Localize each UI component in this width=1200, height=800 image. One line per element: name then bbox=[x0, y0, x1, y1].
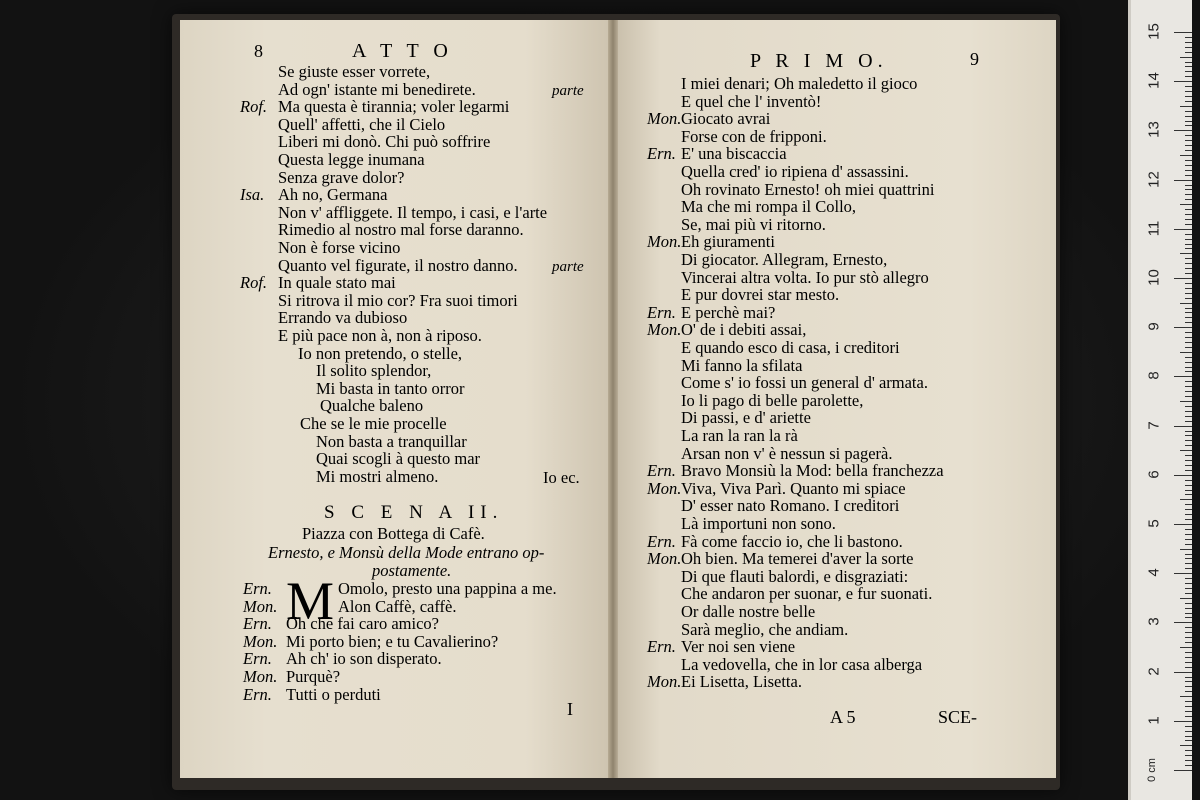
speaker-label: Isa. bbox=[240, 185, 265, 205]
ruler-tick bbox=[1185, 603, 1192, 604]
ruler-tick bbox=[1174, 376, 1192, 377]
verse-line: Quella cred' io ripiena d' assassini. bbox=[681, 162, 909, 181]
drop-cap: M bbox=[286, 571, 335, 631]
speaker-label: Mon. bbox=[647, 320, 682, 340]
ruler-tick bbox=[1180, 549, 1192, 550]
ruler-tick bbox=[1185, 568, 1192, 569]
ruler-tick bbox=[1180, 647, 1192, 648]
ruler-tick bbox=[1185, 52, 1192, 53]
dialogue-line: Mi porto bien; e tu Cavalierino? bbox=[286, 631, 499, 651]
ruler-number: 4 bbox=[1145, 568, 1163, 577]
verse-line: Quanto vel figurate, il nostro danno. bbox=[278, 255, 518, 275]
verse-line: Eh giuramenti bbox=[681, 232, 775, 252]
signature-mark-right: A 5 bbox=[830, 707, 856, 727]
verse-line: E quando esco di casa, i creditori bbox=[681, 338, 900, 357]
verse-line: Ma questa è tirannia; voler legarmi bbox=[278, 97, 510, 117]
ruler-tick bbox=[1180, 696, 1192, 697]
speaker-label: Mon. bbox=[243, 667, 278, 686]
verse-line: Mi fanno la sfilata bbox=[681, 355, 803, 375]
ruler-tick bbox=[1185, 244, 1192, 245]
ruler-tick bbox=[1185, 145, 1192, 146]
ruler-tick bbox=[1185, 165, 1192, 166]
ruler-tick bbox=[1185, 96, 1192, 97]
ruler-tick bbox=[1185, 125, 1192, 126]
ruler-number: 8 bbox=[1145, 371, 1163, 381]
speaker-label: Mon. bbox=[647, 232, 682, 252]
ruler-tick bbox=[1185, 371, 1192, 372]
ruler-tick bbox=[1180, 745, 1192, 746]
speaker-label: Rof. bbox=[240, 273, 268, 293]
ruler-tick bbox=[1185, 209, 1192, 210]
speaker-label: Mon. bbox=[647, 109, 682, 129]
verse-line: Non è forse vicino bbox=[278, 238, 401, 257]
verse-line: Di giocator. Allegram, Ernesto, bbox=[681, 250, 888, 269]
ruler-number: 13 bbox=[1145, 121, 1163, 139]
ruler-number: 9 bbox=[1145, 322, 1163, 331]
speaker-label: Mon. bbox=[647, 672, 682, 692]
ruler-tick bbox=[1185, 121, 1192, 122]
ruler-tick bbox=[1185, 367, 1192, 368]
ruler-tick bbox=[1185, 66, 1192, 67]
stage-direction: Io ec. bbox=[543, 467, 580, 487]
ruler-tick bbox=[1180, 106, 1192, 107]
ruler-tick bbox=[1180, 401, 1192, 402]
verse-line: Se giuste esser vorrete, bbox=[278, 62, 431, 81]
ruler-tick bbox=[1174, 524, 1192, 525]
ruler-tick bbox=[1185, 332, 1192, 333]
ruler-tick bbox=[1174, 130, 1192, 131]
speaker-label: Mon. bbox=[647, 478, 682, 498]
ruler-tick bbox=[1180, 155, 1192, 156]
ruler-tick bbox=[1185, 504, 1192, 505]
ruler-tick bbox=[1174, 573, 1192, 574]
ruler-tick bbox=[1185, 642, 1192, 643]
ruler-tick bbox=[1185, 485, 1192, 486]
ruler-tick bbox=[1185, 691, 1192, 692]
ruler-number: 15 bbox=[1145, 23, 1163, 40]
ruler-tick bbox=[1174, 81, 1192, 82]
ruler-tick bbox=[1185, 214, 1192, 215]
verse-line: Io li pago di belle parolette, bbox=[681, 390, 864, 410]
ruler-tick bbox=[1185, 435, 1192, 436]
ruler-tick bbox=[1185, 593, 1192, 594]
ruler-tick bbox=[1185, 199, 1192, 200]
speaker-label: Mon. bbox=[647, 549, 682, 569]
verse-line: Non basta a tranquillar bbox=[316, 431, 467, 451]
ruler-tick bbox=[1185, 386, 1192, 387]
ruler-tick bbox=[1185, 632, 1192, 633]
ruler-tick bbox=[1180, 499, 1192, 500]
ruler-tick bbox=[1174, 475, 1192, 476]
ruler-tick bbox=[1185, 342, 1192, 343]
verse-line: Fà come faccio io, che li bastono. bbox=[681, 531, 903, 551]
verse-line: Che andaron per suonar, e fur suonati. bbox=[681, 584, 933, 604]
verse-line: Bravo Monsiù la Mod: bella franchezza bbox=[681, 461, 944, 481]
ruler-tick bbox=[1185, 755, 1192, 756]
ruler-tick bbox=[1185, 740, 1192, 741]
ruler-tick bbox=[1185, 490, 1192, 491]
ruler-tick bbox=[1185, 111, 1192, 112]
verse-line: Io non pretendo, o stelle, bbox=[298, 343, 463, 363]
dialogue-line: Omolo, presto una pappina a me. bbox=[338, 579, 557, 598]
speaker-label: Ern. bbox=[647, 637, 676, 657]
speaker-label: Ern. bbox=[243, 649, 272, 669]
page-number-left: 8 bbox=[254, 41, 263, 61]
dialogue-line: Oh che fai caro amico? bbox=[286, 614, 439, 634]
verse-line: Giocato avrai bbox=[681, 109, 771, 129]
ruler-tick bbox=[1185, 534, 1192, 535]
verse-line: Di passi, e d' ariette bbox=[681, 408, 811, 428]
ruler-tick bbox=[1185, 617, 1192, 618]
ruler-tick bbox=[1185, 47, 1192, 48]
verse-line: Ma che mi rompa il Collo, bbox=[681, 197, 857, 217]
verse-line: Come s' io fossi un general d' armata. bbox=[681, 373, 928, 393]
verse-line: Quell' affetti, che il Cielo bbox=[278, 114, 446, 134]
ruler-tick bbox=[1185, 175, 1192, 176]
ruler-number: 14 bbox=[1145, 72, 1163, 90]
ruler-tick bbox=[1185, 652, 1192, 653]
scene-setting: Piazza con Bottega di Cafè. bbox=[302, 524, 485, 543]
ruler-number: 2 bbox=[1145, 666, 1163, 676]
ruler-tick bbox=[1185, 91, 1192, 92]
verse-line: Oh rovinato Ernesto! oh miei quattrini bbox=[681, 179, 935, 199]
verse-line: Liberi mi donò. Chi può soffrire bbox=[278, 132, 491, 152]
verse-line: Arsan non v' è nessun si pagerà. bbox=[681, 443, 893, 463]
speaker-label: Ern. bbox=[647, 144, 676, 164]
ruler-tick bbox=[1174, 229, 1192, 230]
verse-line: E' una biscaccia bbox=[681, 144, 787, 164]
speaker-label: Rof. bbox=[240, 97, 268, 117]
ruler-tick bbox=[1185, 357, 1192, 358]
ruler-tick bbox=[1185, 140, 1192, 141]
ruler-tick bbox=[1185, 613, 1192, 614]
verse-line: Ah no, Germana bbox=[278, 185, 388, 205]
dialogue-line: Alon Caffè, caffè. bbox=[338, 596, 457, 616]
ruler-unit-label: 0 cm bbox=[1145, 758, 1158, 782]
ruler-tick bbox=[1185, 519, 1192, 520]
page-number-right: 9 bbox=[970, 49, 979, 69]
ruler-tick bbox=[1185, 440, 1192, 441]
ruler-tick bbox=[1180, 303, 1192, 304]
verse-line: Ei Lisetta, Lisetta. bbox=[681, 672, 802, 692]
verse-line: Se, mai più vi ritorno. bbox=[681, 214, 826, 234]
verse-line: La vedovella, che in lor casa alberga bbox=[681, 654, 923, 674]
ruler-tick bbox=[1185, 258, 1192, 259]
ruler-number: 5 bbox=[1145, 519, 1163, 528]
ruler-tick bbox=[1185, 529, 1192, 530]
verse-line: E pur dovrei star mesto. bbox=[681, 285, 840, 305]
ruler-tick bbox=[1185, 760, 1192, 761]
ruler-tick bbox=[1185, 544, 1192, 545]
ruler-tick bbox=[1185, 716, 1192, 717]
ruler-tick bbox=[1185, 194, 1192, 195]
ruler-tick bbox=[1185, 608, 1192, 609]
ruler-tick bbox=[1185, 170, 1192, 171]
ruler-tick bbox=[1185, 750, 1192, 751]
ruler-tick bbox=[1180, 253, 1192, 254]
verse-line: Forse con de fripponi. bbox=[681, 126, 827, 146]
ruler-tick bbox=[1185, 480, 1192, 481]
scene-heading: S C E N A II. bbox=[324, 502, 504, 523]
measuring-ruler bbox=[1128, 0, 1192, 800]
ruler-tick bbox=[1185, 391, 1192, 392]
ruler-number: 7 bbox=[1145, 420, 1163, 430]
verse-line: E più pace non à, non à riposo. bbox=[278, 326, 482, 345]
ruler-tick bbox=[1185, 116, 1192, 117]
catchword: SCE- bbox=[938, 707, 978, 727]
ruler-tick bbox=[1185, 337, 1192, 338]
stage-direction: parte bbox=[552, 258, 584, 275]
ruler-tick bbox=[1185, 62, 1192, 63]
ruler-tick bbox=[1185, 150, 1192, 151]
ruler-tick bbox=[1185, 381, 1192, 382]
ruler-tick bbox=[1174, 327, 1192, 328]
verse-line: I miei denari; Oh maledetto il gioco bbox=[681, 74, 918, 93]
speaker-label: Ern. bbox=[243, 684, 272, 704]
verse-line: Vincerai altra volta. Io pur stò allegro bbox=[681, 267, 929, 287]
ruler-tick bbox=[1185, 662, 1192, 663]
ruler-tick bbox=[1185, 101, 1192, 102]
verse-line: Mi mostri almeno. bbox=[316, 466, 439, 486]
ruler-tick bbox=[1185, 455, 1192, 456]
ruler-tick bbox=[1185, 563, 1192, 564]
ruler-tick bbox=[1185, 711, 1192, 712]
ruler-tick bbox=[1185, 539, 1192, 540]
verse-line: Ad ogn' istante mi benedirete. bbox=[278, 79, 476, 99]
ruler-tick bbox=[1185, 406, 1192, 407]
ruler-tick bbox=[1174, 770, 1192, 771]
ruler-number: 12 bbox=[1145, 170, 1163, 188]
ruler-tick bbox=[1185, 765, 1192, 766]
dialogue-line: Tutti o perduti bbox=[286, 684, 381, 704]
ruler-tick bbox=[1185, 637, 1192, 638]
ruler-tick bbox=[1185, 583, 1192, 584]
ruler-tick bbox=[1174, 721, 1192, 722]
verse-line: Si ritrova il mio cor? Fra suoi timori bbox=[278, 290, 518, 310]
verse-line: Che se le mie procelle bbox=[300, 414, 447, 433]
ruler-tick bbox=[1185, 706, 1192, 707]
ruler-number: 1 bbox=[1145, 716, 1163, 725]
ruler-tick bbox=[1185, 588, 1192, 589]
ruler-tick bbox=[1185, 465, 1192, 466]
ruler-number: 11 bbox=[1145, 220, 1163, 237]
verse-line: Or dalle nostre belle bbox=[681, 602, 816, 621]
ruler-tick bbox=[1185, 248, 1192, 249]
ruler-tick bbox=[1185, 185, 1192, 186]
verse-line: In quale stato mai bbox=[278, 273, 396, 293]
verse-line: Il solito splendor, bbox=[316, 361, 432, 381]
ruler-tick bbox=[1185, 460, 1192, 461]
ruler-tick bbox=[1185, 627, 1192, 628]
verse-line: Viva, Viva Parì. Quanto mi spiace bbox=[681, 478, 906, 498]
ruler-tick bbox=[1185, 86, 1192, 87]
ruler-tick bbox=[1185, 42, 1192, 43]
ruler-tick bbox=[1185, 657, 1192, 658]
verse-line: Ver noi sen viene bbox=[681, 637, 796, 657]
ruler-tick bbox=[1185, 273, 1192, 274]
ruler-tick bbox=[1185, 731, 1192, 732]
ruler-tick bbox=[1185, 736, 1192, 737]
dialogue-line: Ah ch' io son disperato. bbox=[286, 649, 442, 669]
speaker-label: Ern. bbox=[647, 302, 676, 322]
ruler-tick bbox=[1185, 234, 1192, 235]
speaker-label: Mon. bbox=[243, 596, 278, 616]
ruler-tick bbox=[1185, 362, 1192, 363]
ruler-tick bbox=[1174, 426, 1192, 427]
ruler-tick bbox=[1185, 298, 1192, 299]
ruler-tick bbox=[1185, 396, 1192, 397]
ruler-number: 10 bbox=[1145, 269, 1163, 286]
ruler-tick bbox=[1185, 494, 1192, 495]
verse-line: E quel che l' inventò! bbox=[681, 91, 822, 111]
ruler-tick bbox=[1185, 189, 1192, 190]
ruler-tick bbox=[1185, 686, 1192, 687]
ruler-tick bbox=[1185, 431, 1192, 432]
stage-direction: postamente. bbox=[372, 561, 452, 580]
speaker-label: Ern. bbox=[647, 531, 676, 551]
ruler-tick bbox=[1185, 445, 1192, 446]
speaker-label: Ern. bbox=[243, 579, 272, 598]
ruler-tick bbox=[1174, 622, 1192, 623]
ruler-number: 3 bbox=[1145, 617, 1163, 627]
speaker-label: Ern. bbox=[647, 461, 676, 481]
stage-direction: parte bbox=[552, 82, 584, 99]
verse-line: Senza grave dolor? bbox=[278, 167, 405, 187]
ruler-tick bbox=[1185, 268, 1192, 269]
ruler-tick bbox=[1185, 726, 1192, 727]
verse-line: D' esser nato Romano. I creditori bbox=[681, 496, 900, 516]
ruler-tick bbox=[1185, 288, 1192, 289]
ruler-tick bbox=[1174, 278, 1192, 279]
ruler-tick bbox=[1185, 263, 1192, 264]
ruler-tick bbox=[1174, 180, 1192, 181]
ruler-tick bbox=[1185, 509, 1192, 510]
verse-line: Questa legge inumana bbox=[278, 150, 425, 169]
ruler-tick bbox=[1185, 160, 1192, 161]
ruler-tick bbox=[1185, 416, 1192, 417]
ruler-tick bbox=[1185, 219, 1192, 220]
ruler-tick bbox=[1185, 514, 1192, 515]
ruler-tick bbox=[1185, 677, 1192, 678]
verse-line: O' de i debiti assai, bbox=[681, 320, 807, 340]
dialogue-line: Purquè? bbox=[286, 667, 341, 686]
ruler-tick bbox=[1185, 578, 1192, 579]
speaker-label: Ern. bbox=[243, 614, 272, 634]
verse-line: Oh bien. Ma temerei d'aver la sorte bbox=[681, 549, 914, 569]
verse-line: Non v' affliggete. Il tempo, i casi, e l'arte bbox=[278, 202, 548, 222]
ruler-tick bbox=[1185, 667, 1192, 668]
ruler-tick bbox=[1185, 681, 1192, 682]
verse-line: Rimedio al nostro mal forse daranno. bbox=[278, 220, 524, 240]
speaker-label: Mon. bbox=[243, 631, 278, 651]
verse-line: Là importuni non sono. bbox=[681, 514, 836, 533]
ruler-tick bbox=[1185, 308, 1192, 309]
stage-direction: Ernesto, e Monsù della Mode entrano op- bbox=[268, 543, 545, 562]
ruler-tick bbox=[1185, 224, 1192, 225]
ruler-tick bbox=[1180, 450, 1192, 451]
signature-mark-left: I bbox=[567, 699, 573, 719]
ruler-tick bbox=[1185, 411, 1192, 412]
ruler-tick bbox=[1185, 421, 1192, 422]
ruler-tick bbox=[1185, 76, 1192, 77]
book-gutter bbox=[608, 20, 618, 778]
ruler-tick bbox=[1180, 352, 1192, 353]
verse-line: Sarà meglio, che andiam. bbox=[681, 619, 849, 639]
ruler-tick bbox=[1185, 322, 1192, 323]
ruler-tick bbox=[1185, 293, 1192, 294]
ruler-tick bbox=[1180, 598, 1192, 599]
ruler-edge bbox=[1128, 0, 1131, 800]
running-head-right: P R I M O. bbox=[750, 50, 888, 72]
running-head-left: A T T O bbox=[352, 40, 453, 62]
ruler-tick bbox=[1185, 135, 1192, 136]
ruler-tick bbox=[1185, 558, 1192, 559]
verse-line: Quai scogli à questo mar bbox=[316, 449, 481, 469]
ruler-tick bbox=[1180, 57, 1192, 58]
verse-line: Mi basta in tanto orror bbox=[316, 378, 465, 398]
ruler-tick bbox=[1185, 312, 1192, 313]
ruler-number: 6 bbox=[1145, 470, 1163, 479]
ruler-tick bbox=[1185, 701, 1192, 702]
ruler-tick bbox=[1174, 672, 1192, 673]
ruler-tick bbox=[1185, 470, 1192, 471]
verse-line: La ran la ran la rà bbox=[681, 426, 798, 445]
ruler-tick bbox=[1185, 37, 1192, 38]
ruler-tick bbox=[1185, 283, 1192, 284]
ruler-tick bbox=[1180, 204, 1192, 205]
verse-line: Di que flauti balordi, e disgraziati: bbox=[681, 566, 909, 586]
ruler-tick bbox=[1185, 71, 1192, 72]
verse-line: Qualche baleno bbox=[320, 396, 424, 416]
ruler-tick bbox=[1185, 239, 1192, 240]
verse-line: E perchè mai? bbox=[681, 302, 776, 322]
verse-line: Errando va dubioso bbox=[278, 308, 408, 328]
ruler-tick bbox=[1185, 347, 1192, 348]
ruler-tick bbox=[1174, 32, 1192, 33]
ruler-tick bbox=[1185, 554, 1192, 555]
ruler-tick bbox=[1185, 317, 1192, 318]
